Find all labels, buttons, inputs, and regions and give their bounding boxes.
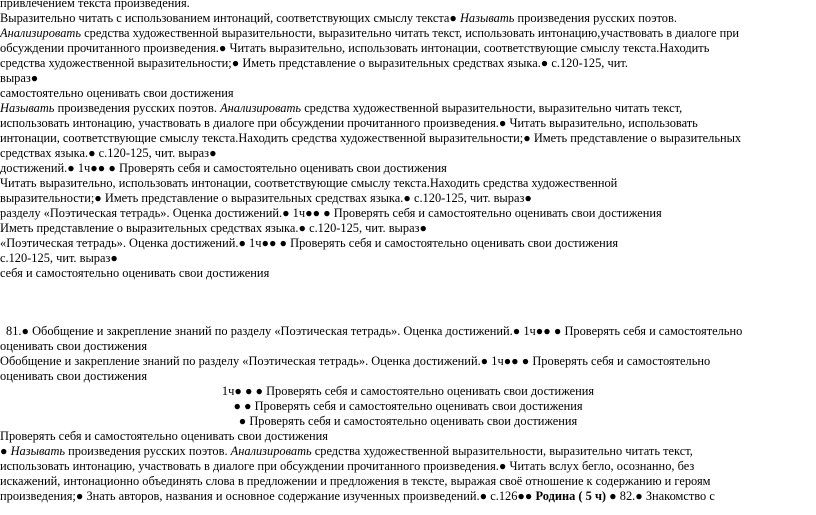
text-fragment: средствах языка.	[0, 146, 89, 160]
text-fragment: Анализировать	[0, 26, 82, 40]
bullet-icon: ●	[238, 236, 250, 250]
text-fragment: с.120-125, чит. выраз	[98, 146, 210, 160]
bullet-icon: ●	[0, 444, 11, 458]
bullet-icon: ● ● ●	[234, 384, 267, 398]
text-fragment: Проверять себя и самостоятельно оценивать свои достижения	[249, 414, 578, 428]
text-fragment: произведения русских поэтов.	[57, 101, 217, 115]
text-line	[0, 429, 328, 443]
text-fragment: Иметь представление о выразительных средствах языка.	[0, 221, 299, 235]
text-fragment: себя и самостоятельно оценивать свои достижения	[0, 266, 270, 280]
text-fragment: искажений, интонационно объединять слова в предложении и предложения в тексте, выражая своё отношение к содержанию и героям	[0, 474, 711, 488]
text-line	[0, 101, 682, 115]
text-fragment: 1ч	[523, 324, 536, 338]
text-line	[0, 474, 711, 488]
text-line	[0, 11, 677, 25]
bullet-icon: ●● ●	[535, 324, 565, 338]
text-fragment: с.120-125, чит. выраз	[309, 221, 420, 235]
text-line	[0, 414, 816, 428]
text-fragment: Иметь представление о выразительных средствах языка.	[242, 56, 541, 70]
text-fragment: Называть	[10, 444, 66, 458]
text-line	[0, 354, 710, 368]
text-fragment: Анализировать	[220, 101, 302, 115]
text-fragment: 1ч	[77, 161, 91, 175]
text-line	[0, 131, 741, 145]
text-fragment: Проверять себя и самостоятельно оценивать свои достижения	[254, 399, 583, 413]
text-fragment: Читать выразительно, использовать интонации, соответствующие смыслу текста.Находить	[229, 41, 710, 55]
bullet-icon: ●	[498, 459, 510, 473]
text-fragment: Проверять себя и самостоятельно оценивать свои достижения	[266, 384, 595, 398]
text-fragment: самостоятельно оценивать свои достижения	[0, 86, 234, 100]
text-line	[0, 161, 447, 175]
text-fragment: произведения;	[0, 489, 76, 503]
text-line	[0, 221, 427, 235]
bullet-icon: ●	[218, 41, 230, 55]
text-line	[0, 251, 118, 265]
text-fragment: привлечением текста произведения.	[0, 0, 190, 10]
text-fragment: 1ч	[491, 354, 504, 368]
bullet-icon: ●	[21, 324, 33, 338]
text-fragment: Иметь представление о выразительных средствах языка.	[104, 191, 404, 205]
text-line	[0, 116, 698, 130]
text-fragment: использовать интонацию, участвовать в диалоге при обсуждении прочитанного произведения.	[0, 116, 499, 130]
text-fragment: Проверять себя и самостоятельно	[532, 354, 711, 368]
text-line	[0, 146, 217, 160]
text-fragment: Анализировать	[230, 444, 312, 458]
text-line	[0, 236, 618, 250]
bullet-icon: ●	[30, 71, 39, 85]
text-line	[0, 191, 532, 205]
text-fragment: Проверять себя и самостоятельно оценивать свои достижения	[290, 236, 619, 250]
text-fragment: обсуждении прочитанного произведения.	[0, 41, 219, 55]
text-line	[0, 0, 190, 10]
text-fragment: выраз	[0, 71, 31, 85]
bullet-icon: ●	[298, 221, 310, 235]
text-fragment: Обобщение и закрепление знаний по разделу «Поэтическая тетрадь». Оценка достижений.	[32, 324, 513, 338]
text-fragment: достижений.	[0, 161, 68, 175]
text-fragment: «Поэтическая тетрадь». Оценка достижений.	[0, 236, 239, 250]
text-fragment: разделу «Поэтическая тетрадь». Оценка достижений.	[0, 206, 283, 220]
text-fragment: 1ч	[249, 236, 262, 250]
text-fragment: оценивать свои достижения	[0, 369, 148, 383]
bullet-icon: ●	[498, 116, 510, 130]
text-fragment: средства художественной выразительности, выразительно читать текст,	[314, 444, 693, 458]
bullet-icon: ●	[67, 161, 78, 175]
text-line	[0, 339, 147, 353]
text-fragment: средства художественной выразительности;	[0, 56, 232, 70]
text-fragment: с.120-125, чит. выраз	[413, 191, 525, 205]
bullet-icon: ●	[75, 489, 87, 503]
text-fragment: Читать вслух бегло, осознанно, без	[509, 459, 695, 473]
text-fragment: Знакомство с	[645, 489, 715, 503]
text-fragment: средства художественной выразительности, выразительно читать текст,	[304, 101, 683, 115]
text-fragment: Знать авторов, названия и основное содержание изученных произведений.	[86, 489, 480, 503]
bullet-icon: ●	[231, 56, 243, 70]
section-heading: Родина ( 5 ч)	[535, 489, 607, 503]
text-line	[0, 86, 234, 100]
text-line	[0, 266, 269, 280]
text-fragment: средства художественной выразительности, выразительно читать текст, использовать интонацию,участвовать в диалоге при	[84, 26, 740, 40]
text-line	[0, 41, 709, 55]
text-fragment: 81.	[6, 324, 22, 338]
text-fragment: Обобщение и закрепление знаний по разделу «Поэтическая тетрадь». Оценка достижений.	[0, 354, 481, 368]
text-line	[0, 176, 617, 190]
bullet-icon: ●	[635, 489, 646, 503]
text-fragment: Называть	[459, 11, 515, 25]
text-fragment: с.120-125, чит.	[551, 56, 628, 70]
bullet-icon: ●● ●	[261, 236, 291, 250]
text-fragment: интонации, соответствующие смыслу текста.Находить средства художественной выразительности;	[0, 131, 524, 145]
text-line	[0, 399, 816, 413]
text-fragment: с.120-125, чит. выраз	[0, 251, 111, 265]
text-fragment: произведения русских поэтов.	[68, 444, 228, 458]
bullet-icon: ●●	[517, 489, 536, 503]
bullet-icon: ●● ●	[305, 206, 334, 220]
bullet-icon: ●	[540, 56, 552, 70]
bullet-icon: ●	[524, 191, 532, 205]
text-fragment: произведения русских поэтов.	[517, 11, 677, 25]
text-fragment: Проверять себя и самостоятельно оценивать свои достижения	[0, 429, 328, 443]
bullet-icon: ● ●	[233, 399, 255, 413]
text-fragment: Читать выразительно, использовать интонации, соответствующие смыслу текста.Находить средства художественной	[0, 176, 618, 190]
text-fragment: Выразительно читать с использованием интонаций, соответствующих смыслу текста	[0, 11, 450, 25]
text-fragment: Читать выразительно, использовать	[509, 116, 698, 130]
text-fragment: выразительности;	[0, 191, 95, 205]
text-line	[0, 444, 693, 458]
text-fragment: 1ч	[292, 206, 306, 220]
text-line	[0, 369, 147, 383]
text-line	[0, 71, 38, 85]
bullet-icon: ●	[479, 489, 491, 503]
bullet-icon: ●	[88, 146, 99, 160]
bullet-icon: ●	[512, 324, 524, 338]
text-line	[0, 26, 739, 40]
bullet-icon: ●	[523, 131, 534, 145]
text-fragment: Проверять себя и самостоятельно	[564, 324, 743, 338]
bullet-icon: ●	[282, 206, 293, 220]
bullet-icon: ●● ●	[90, 161, 119, 175]
text-line	[6, 324, 742, 338]
text-line	[0, 56, 628, 70]
text-line	[0, 206, 662, 220]
text-fragment: Называть	[0, 101, 55, 115]
text-fragment: 1ч	[221, 384, 235, 398]
text-fragment: использовать интонацию, участвовать в диалоге при обсуждении прочитанного произведения.	[0, 459, 499, 473]
text-line	[0, 489, 715, 503]
bullet-icon: ●	[110, 251, 118, 265]
text-fragment: оценивать свои достижения	[0, 339, 148, 353]
text-fragment: Проверять себя и самостоятельно оценивать свои достижения	[333, 206, 662, 220]
text-fragment: Иметь представление о выразительных	[533, 131, 742, 145]
text-fragment: 82.	[619, 489, 636, 503]
bullet-icon: ●	[238, 414, 250, 428]
bullet-icon: ●	[606, 489, 620, 503]
bullet-icon: ●	[94, 191, 105, 205]
bullet-icon: ●	[419, 221, 427, 235]
bullet-icon: ●● ●	[503, 354, 533, 368]
text-fragment: Проверять себя и самостоятельно оценивать свои достижения	[118, 161, 447, 175]
text-line	[0, 459, 694, 473]
text-fragment: с.126	[490, 489, 518, 503]
bullet-icon: ●	[449, 11, 460, 25]
bullet-icon: ●	[209, 146, 217, 160]
text-line	[0, 384, 816, 398]
bullet-icon: ●	[480, 354, 492, 368]
bullet-icon: ●	[403, 191, 414, 205]
